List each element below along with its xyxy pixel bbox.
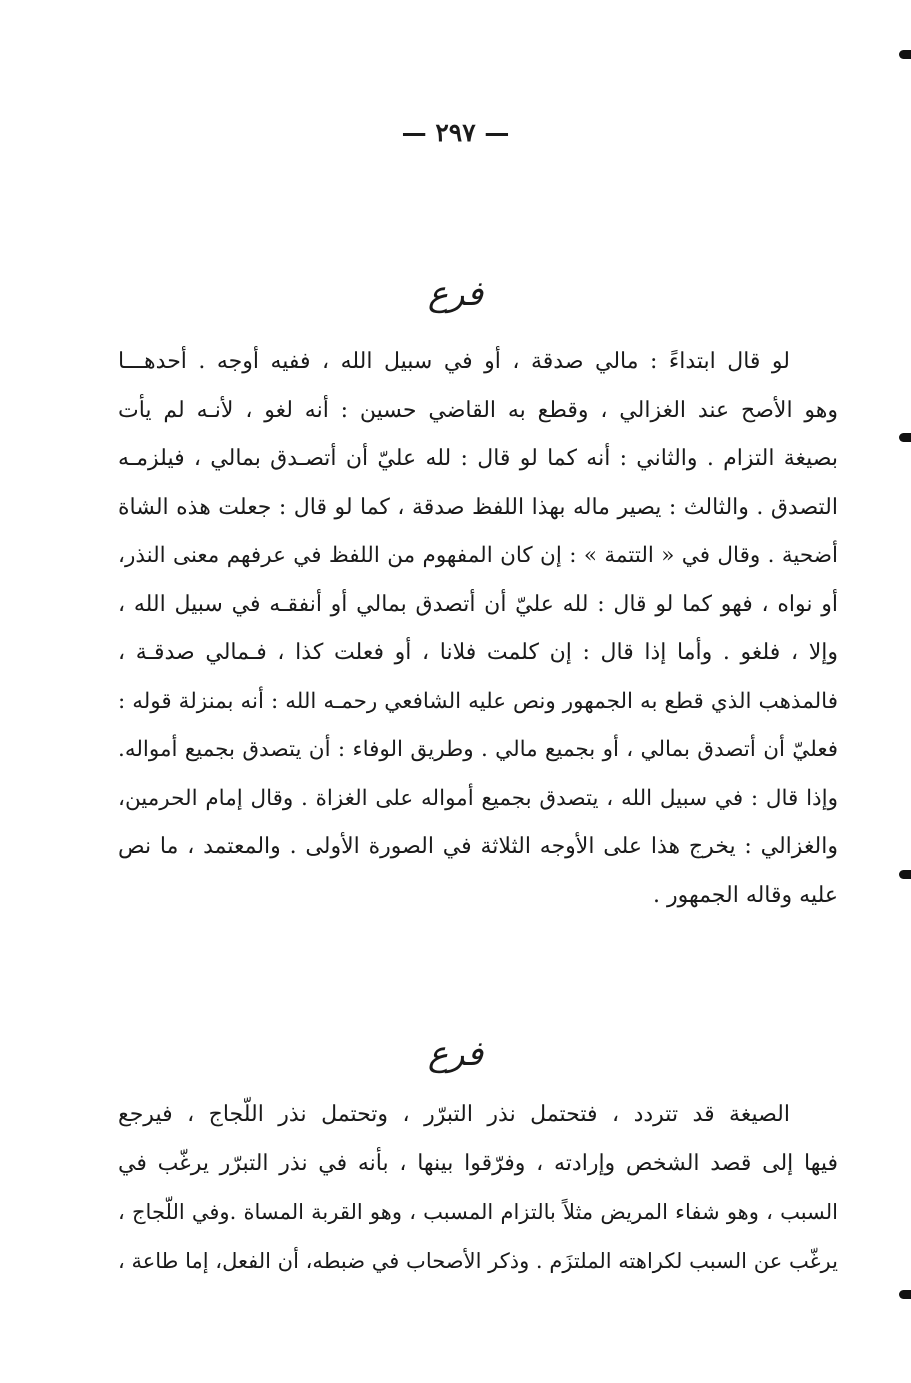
page-edge-mark — [899, 1290, 911, 1299]
section-body — [118, 1091, 838, 1285]
text-line: أو نواه ، فهو كما لو قال : لله عليّ أن أتصدق بمالي أو أنفقـه في سبيل الله ، — [118, 591, 838, 617]
page-number: — ٢٩٧ — — [401, 118, 510, 147]
page-edge-mark — [899, 870, 911, 879]
section-body — [118, 338, 838, 920]
text-line: الصيغة قد تتردد ، فتحتمل نذر التبرّر ، وتحتمل نذر اللّجاج ، فيرجع — [118, 1102, 790, 1127]
page-edge-mark — [899, 433, 911, 442]
text-line: وإلا ، فلغو . وأما إذا قال : إن كلمت فلانا ، أو فعلت كذا ، فـمالي صدقـة ، — [118, 640, 838, 665]
text-line: أضحية . وقال في « التتمة » : إن كان المفهوم من اللفظ في عرفهم معنى النذر، — [118, 543, 838, 568]
text-line: فيها إلى قصد الشخص وإرادته ، وفرّقوا بينها ، بأنه في نذر التبرّر يرغّب في — [118, 1150, 838, 1176]
text-line: فالمذهب الذي قطع به الجمهور ونص عليه الشافعي رحمـه الله : أنه بمنزلة قوله : — [118, 688, 838, 714]
text-line: عليه وقاله الجمهور . — [652, 882, 838, 908]
text-line: وإذا قال : في سبيل الله ، يتصدق بجميع أمواله على الغزاة . وقال إمام الحرمين، — [118, 785, 838, 811]
text-line: فعليّ أن أتصدق بمالي ، أو بجميع مالي . وطريق الوفاء : أن يتصدق بجميع أمواله. — [118, 737, 838, 762]
page-edge-mark — [899, 50, 911, 59]
text-line: وهو الأصح عند الغزالي ، وقطع به القاضي حسين : أنه لغو ، لأنـه لم يأت — [118, 397, 838, 423]
text-line: يرغّب عن السبب لكراهته الملتزَم . وذكر الأصحاب في ضبطه، أن الفعل، إما طاعة ، — [118, 1248, 838, 1273]
section-heading: فرع — [427, 1034, 484, 1075]
section-heading: فرع — [427, 274, 484, 315]
text-line: التصدق . والثالث : يصير ماله بهذا اللفظ صدقة ، كما لو قال : جعلت هذه الشاة — [118, 494, 838, 520]
text-line: بصيغة التزام . والثاني : أنه كما لو قال : لله عليّ أن أتصـدق بمالي ، فيلزمـه — [118, 446, 838, 471]
text-line: السبب ، وهو شفاء المريض مثلاً بالتزام المسبب ، وهو القربة المساة .وفي اللّجاج ، — [118, 1200, 838, 1224]
text-line: لو قال ابتداءً : مالي صدقة ، أو في سبيل الله ، ففيه أوجه . أحدهـــا — [118, 349, 790, 374]
text-line: والغزالي : يخرج هذا على الأوجه الثلاثة في الصورة الأولى . والمعتمد ، ما نص — [118, 834, 838, 859]
